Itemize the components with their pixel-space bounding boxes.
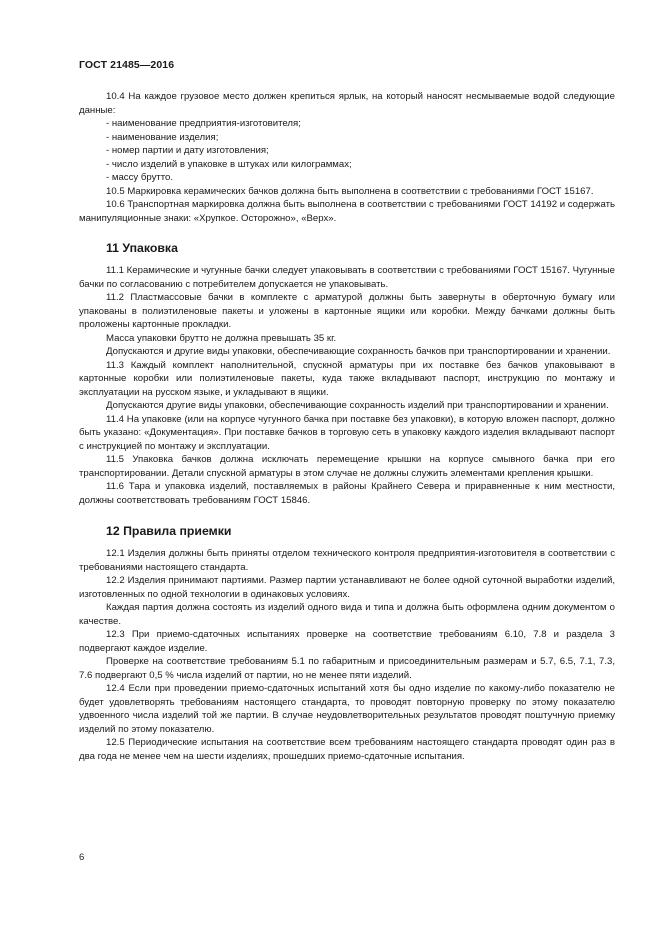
paragraph: 12.5 Периодические испытания на соответствие всем требованиям настоящего стандарта проводят один раз в два года не менее чем на шести изделиях, прошедших приемо-сдаточные испытания. (79, 737, 615, 762)
paragraph: 10.6 Транспортная маркировка должна быть выполнена в соответствии с требованиями ГОСТ 14192 и содержать манипуляционные знаки: «Хрупкое. Осторожно», «Верх». (79, 199, 615, 224)
paragraph: 12.3 При приемо-сдаточных испытаниях проверке на соответствие требованиям 6.10, 7.8 и раздела 3 подвергают каждое изделие. (79, 629, 615, 654)
paragraph: Допускаются и другие виды упаковки, обеспечивающие сохранность бачков при транспортировании и хранении. (106, 346, 611, 357)
paragraph: 10.4 На каждое грузовое место должен крепиться ярлык, на который наносят несмываемые водой следующие данные: (79, 91, 615, 116)
list-item: - число изделий в упаковке в штуках или килограммах; (106, 158, 352, 170)
paragraph: Допускаются другие виды упаковки, обеспечивающие сохранность изделий при транспортировании и хранении. (106, 400, 609, 411)
list-item: - наименование предприятия-изготовителя; (106, 118, 301, 129)
paragraph: Каждая партия должна состоять из изделий одного вида и типа и должна быть оформлена одним документом о качестве. (79, 602, 615, 627)
paragraph: 11.1 Керамические и чугунные бачки следует упаковывать в соответствии с требованиями ГОСТ 15167. Чугунные бачки по согласованию с потребителем допускается не упаковывать. (79, 265, 615, 290)
page-header-standard: ГОСТ 21485—2016 (79, 59, 175, 71)
paragraph: Проверке на соответствие требованиям 5.1 по габаритным и присоединительным размерам и 5.7, 6.5, 7.1, 7.3, 7.6 подвергают 0,5 % числа изделий от партии, но не менее пяти изделий. (79, 656, 615, 681)
paragraph: 12.4 Если при проведении приемо-сдаточных испытаний хотя бы одно изделие по какому-либо показателю не будет удовлетворять требованиям настоящего стандарта, то проводят повторную проверку по этому показателю удвоенного числа изделий той же партии. В случае неудовлетворительных результатов проводят поштучную приемку изделий по этому показателю. (79, 683, 615, 735)
paragraph: 11.5 Упаковка бачков должна исключать перемещение крышки на корпусе смывного бачка при его транспортировании. Детали спускной арматуры в этом случае не должны служить элементами крепления крышки. (79, 454, 615, 479)
paragraph: 12.2 Изделия принимают партиями. Размер партии устанавливают не более одной суточной выработки изделий, изготовленных по одной технологии в одинаковых условиях. (79, 575, 615, 600)
page-number: 6 (79, 852, 85, 863)
section-heading: 11 Упаковка (106, 241, 178, 255)
paragraph: 11.4 На упаковке (или на корпусе чугунного бачка при поставке без упаковки), в которую вложен паспорт, должно быть указано: «Документация». При поставке бачков в торговую сеть в упаковку каждого изделия вкладывают паспорт с инструкцией по монтажу и эксплуатации. (79, 413, 615, 452)
paragraph: 11.3 Каждый комплект наполнительной, спускной арматуры при их поставке без бачков упаковывают в картонные коробки или полиэтиленовые пакеты, куда также вкладывают паспорт, инструкцию по монтажу и эксплуатации на русском языке, и укладывают в ящики. (79, 359, 615, 398)
paragraph: Масса упаковки брутто не должна превышать 35 кг. (106, 332, 337, 344)
paragraph: 11.6 Тара и упаковка изделий, поставляемых в районы Крайнего Севера и приравненные к ним местности, должны соответствовать требованиям ГОСТ 15846. (79, 481, 615, 506)
list-item: - номер партии и дату изготовления; (106, 145, 269, 156)
paragraph: 11.2 Пластмассовые бачки в комплекте с арматурой должны быть завернуты в оберточную бумагу или упакованы в полиэтиленовые пакеты и уложены в картонные ящики или коробки. Между бачками должны быть проложены картонные прокладки. (79, 292, 615, 330)
section-heading: 12 Правила приемки (106, 524, 232, 538)
paragraph: 10.5 Маркировка керамических бачков должна быть выполнена в соответствии с требованиями ГОСТ 15167. (106, 185, 594, 197)
paragraph: 12.1 Изделия должны быть приняты отделом технического контроля предприятия-изготовителя в соответствии с требованиями настоящего стандарта. (79, 548, 615, 573)
document-body (79, 90, 615, 763)
list-item: - наименование изделия; (106, 131, 219, 143)
list-item: - массу брутто. (106, 172, 174, 183)
